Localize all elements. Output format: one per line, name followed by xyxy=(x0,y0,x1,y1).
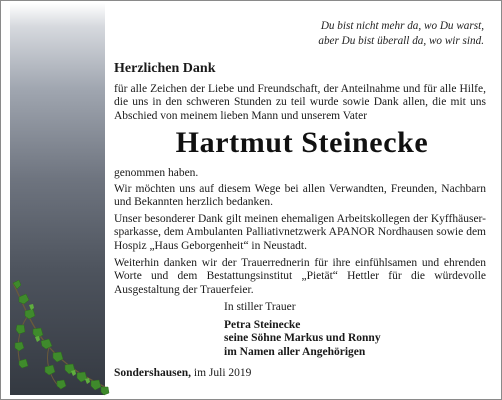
intro-paragraph: für alle Zeichen der Liebe und Freundschaft, der Anteilnahme und für alle Hilfe, die uns in den schweren Stunden zu teil wurde sowie Dank allen, die mit uns Abschied von meinem lieben Mann und unserem Vater xyxy=(114,83,486,122)
quote-line: Du bist nicht mehr da, wo Du warst, xyxy=(320,20,484,32)
memorial-quote xyxy=(318,19,484,49)
thanks-heading: Herzlichen Dank xyxy=(114,61,216,76)
place-date xyxy=(114,367,251,379)
closing-line: In stiller Trauer xyxy=(224,301,296,313)
thanks-paragraph-colleagues: Unser besonderer Dank gilt meinen ehemaligen Arbeitskollegen der Kyffhäuser-sparkasse, dem Ambulanten Palliativnetzwerk APANOR Nordhausen sowie dem Hospiz „Haus Geborgenheit“ in Neustadt. xyxy=(114,213,486,252)
ivy-icon xyxy=(5,277,115,397)
thanks-paragraph-ceremony: Weiterhin danken wir der Trauerrednerin für ihre einfühlsamen und ehrenden Worte und dem Bestattungsinstitut „Pietät“ Hettler für die würdevolle Ausgestaltung der Trauerfeier. xyxy=(114,257,486,296)
deceased-name: Hartmut Steinecke xyxy=(175,126,429,159)
place-name: Sondershausen, xyxy=(114,367,192,379)
date-text: im Juli 2019 xyxy=(193,367,252,379)
signer-line: Petra Steinecke xyxy=(224,319,301,331)
after-name-text: genommen haben. xyxy=(114,167,199,179)
signer-line: seine Söhne Markus und Ronny xyxy=(224,332,381,345)
thanks-paragraph-relatives: Wir möchten uns auf diesem Wege bei allen Verwandten, Freunden, Nachbarn und Bekannten herzlich bedanken. xyxy=(114,183,486,209)
notice-text-column xyxy=(114,1,490,399)
quote-line: aber Du bist überall da, wo wir sind. xyxy=(318,35,484,47)
signers-block xyxy=(224,319,381,359)
signer-line: im Namen aller Angehörigen xyxy=(224,345,366,358)
